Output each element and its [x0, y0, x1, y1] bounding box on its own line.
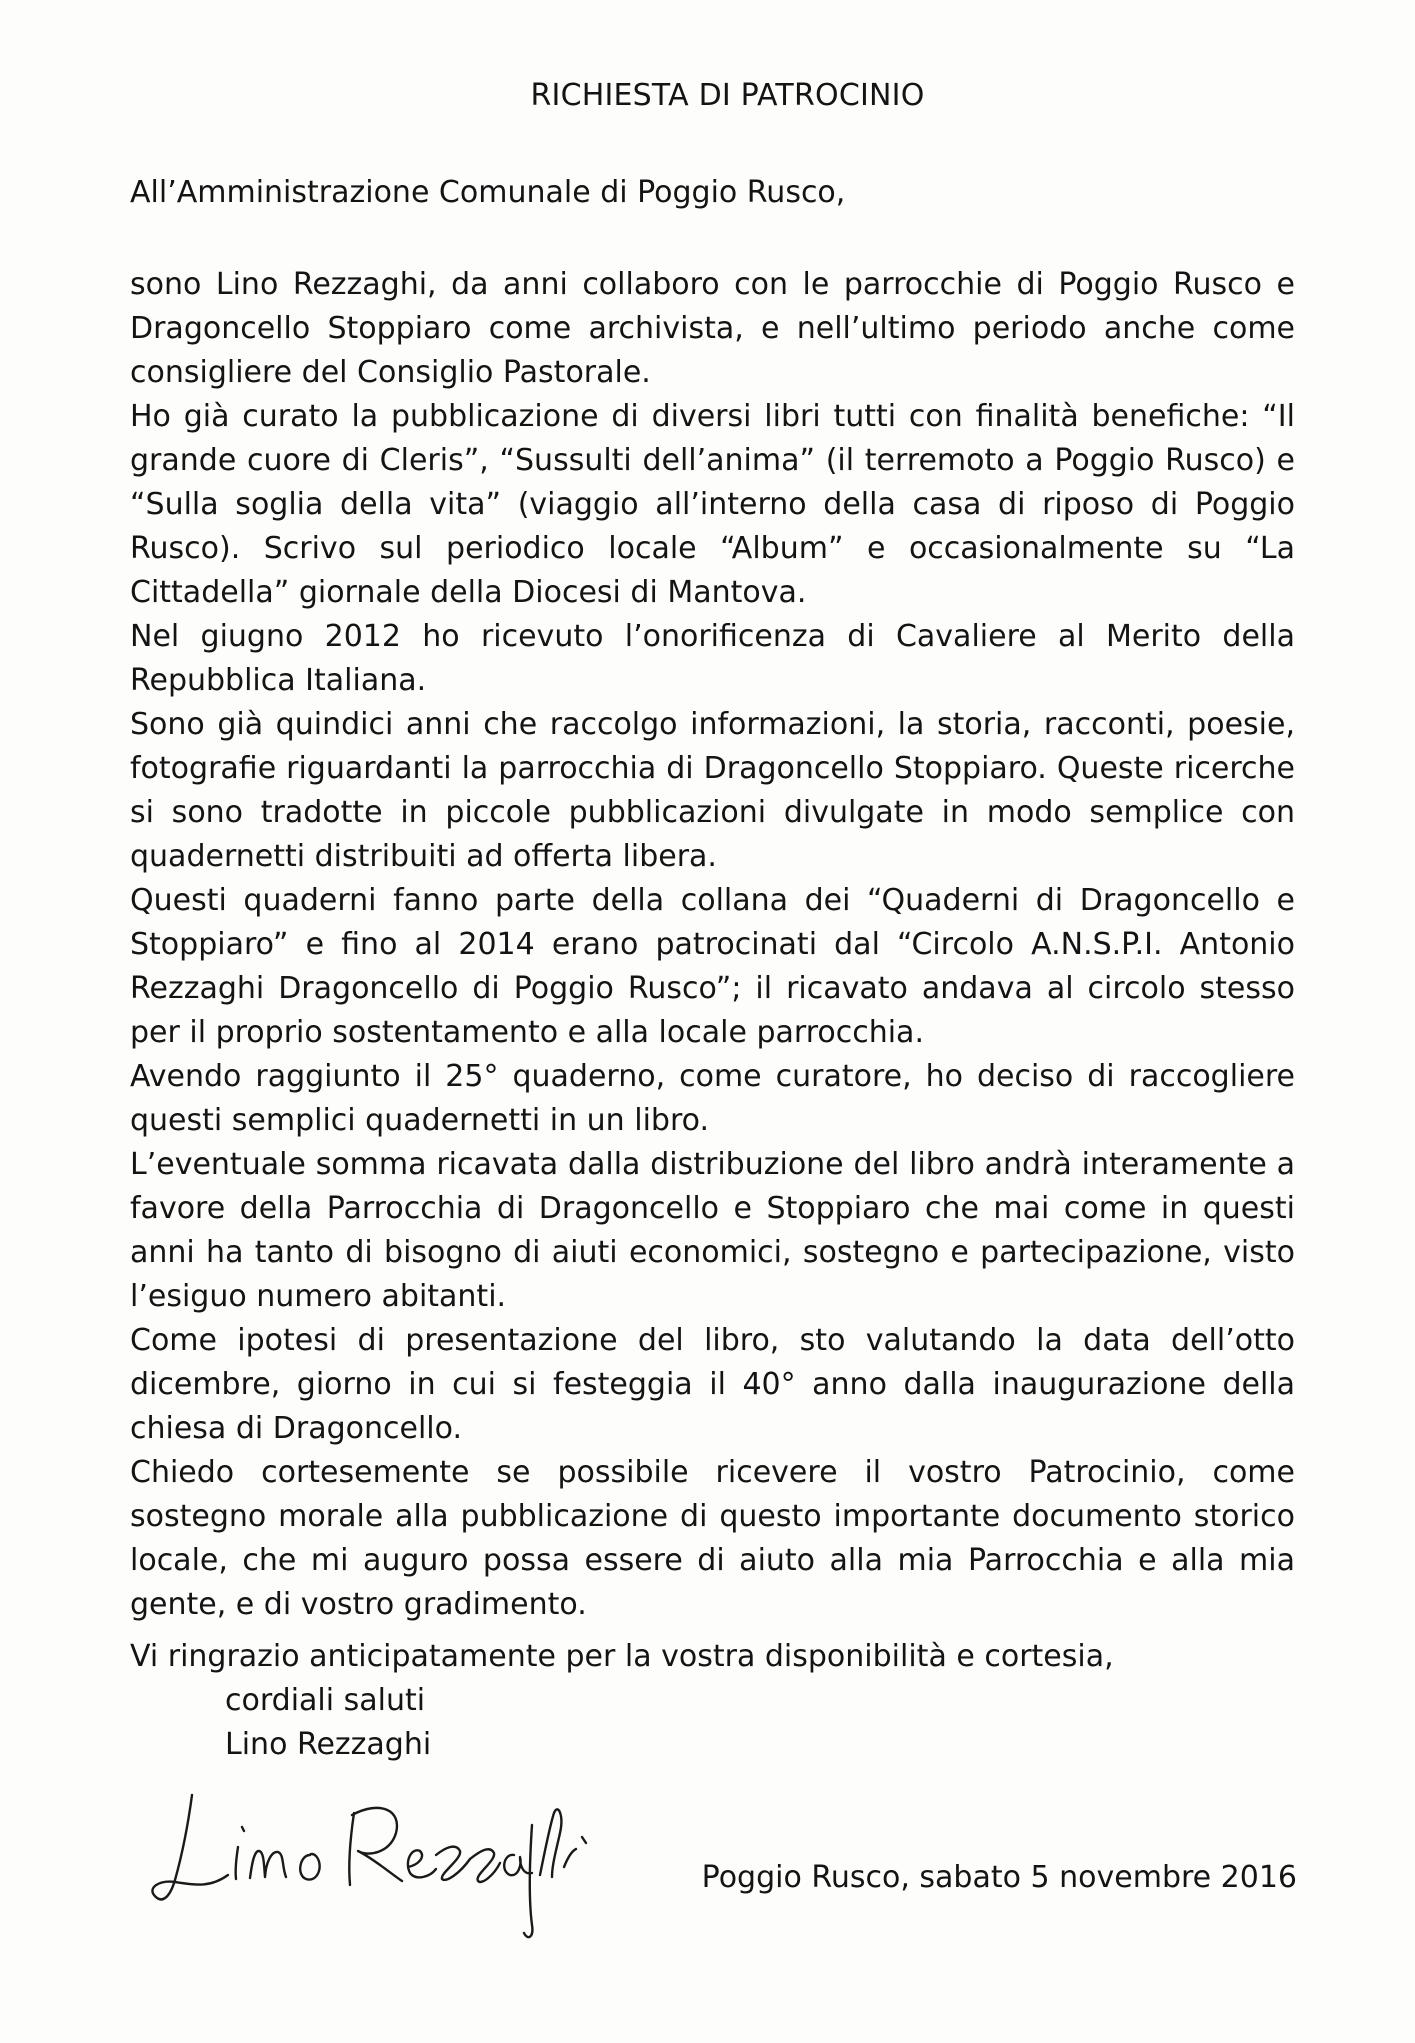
paragraph-book-decision: Avendo raggiunto il 25° quaderno, come curatore, ho deciso di raccogliere questi semplici quadernetti in un libro. — [130, 1059, 1295, 1138]
letter-closing — [130, 1635, 1114, 1767]
paragraph-proceeds: L’eventuale somma ricavata dalla distribuzione del libro andrà interamente a favore della Parrocchia di Dragoncello e Stoppiaro che mai come in questi anni ha tanto di bisogno di aiuti economici, sostegno e partecipazione, visto l’esiguo numero abitanti. — [130, 1147, 1295, 1314]
handwritten-signature — [140, 1755, 610, 1955]
paragraph-request: Chiedo cortesemente se possibile ricevere il vostro Patrocinio, come sostegno morale alla pubblicazione di questo importante documento storico locale, che mi auguro possa essere di aiuto alla mia Parrocchia e alla mia gente, e di vostro gradimento. — [130, 1455, 1295, 1622]
place-and-date: Poggio Rusco, sabato 5 novembre 2016 — [701, 1860, 1297, 1895]
letter-salutation: All’Amministrazione Comunale di Poggio Rusco, — [130, 175, 846, 210]
paragraph-publications: Ho già curato la pubblicazione di diversi libri tutti con finalità benefiche: “Il grande cuore di Cleris”, “Sussulti dell’anima” (il terremoto a Poggio Rusco) e “Sulla soglia della vita” (viaggio all’interno della casa di riposo di Poggio Rusco). Scrivo sul periodico locale “Album” e occasionalmente su “La Cittadella” giornale della Diocesi di Mantova. — [130, 399, 1295, 610]
paragraph-research: Sono già quindici anni che raccolgo informazioni, la storia, racconti, poesie, fotografie riguardanti la parrocchia di Dragoncello Stoppiaro. Queste ricerche si sono tradotte in piccole pubblicazioni divulgate in modo semplice con quadernetti distribuiti ad offerta libera. — [130, 707, 1295, 874]
paragraph-collection: Questi quaderni fanno parte della collana dei “Quaderni di Dragoncello e Stoppiaro” e fino al 2014 erano patrocinati dal “Circolo A.N.S.P.I. Antonio Rezzaghi Dragoncello di Poggio Rusco”; il ricavato andava al circolo stesso per il proprio sostentamento e alla locale parrocchia. — [130, 883, 1295, 1050]
letter-body — [130, 263, 1295, 1627]
letter-title: RICHIESTA DI PATROCINIO — [530, 78, 925, 113]
paragraph-presentation: Come ipotesi di presentazione del libro, sto valutando la data dell’otto dicembre, giorno in cui si festeggia il 40° anno dalla inaugurazione della chiesa di Dragoncello. — [130, 1323, 1295, 1446]
closing-regards: cordiali saluti — [225, 1683, 426, 1718]
paragraph-honor: Nel giugno 2012 ho ricevuto l’onorificenza di Cavaliere al Merito della Repubblica Italiana. — [130, 619, 1295, 698]
closing-thanks: Vi ringrazio anticipatamente per la vostra disponibilità e cortesia, — [130, 1639, 1114, 1674]
paragraph-introduction: sono Lino Rezzaghi, da anni collaboro con le parrocchie di Poggio Rusco e Dragoncello Stoppiaro come archivista, e nell’ultimo periodo anche come consigliere del Consiglio Pastorale. — [130, 267, 1295, 390]
closing-author: Lino Rezzaghi — [225, 1727, 432, 1762]
